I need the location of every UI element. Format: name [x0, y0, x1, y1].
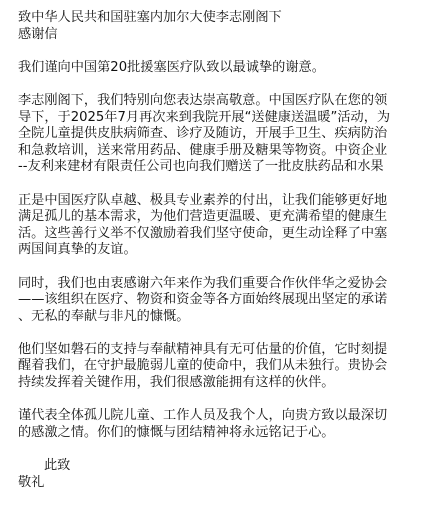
closing-regards: 敬礼	[18, 474, 45, 490]
paragraph-spacer	[18, 441, 422, 458]
paragraph-line: --友利来建材有限责任公司也向我们赠送了一批皮肤药品和水果	[18, 159, 384, 175]
paragraph-partner-association	[18, 276, 422, 326]
paragraph-opening-thanks	[18, 60, 422, 77]
letter-document	[18, 10, 422, 491]
paragraph-line: ——该组织在医疗、物资和资金等各方面始终展现出坚定的承诺	[18, 292, 388, 308]
paragraph-line: 持续发挥着关键作用，我们很感激能拥有这样的伙伴。	[18, 375, 335, 391]
paragraph-spacer	[18, 259, 422, 276]
paragraph-line: 活。这些善行义举不仅激励着我们坚守使命，更生动诠释了中塞	[18, 225, 388, 241]
letter-addressee: 致中华人民共和国驻塞内加尔大使李志刚阁下	[18, 10, 282, 25]
paragraph-spacer	[18, 76, 422, 93]
paragraph-spacer	[18, 176, 422, 193]
paragraph-spacer	[18, 325, 422, 342]
paragraph-line: 李志刚阁下，我们特别向您表达崇高敬意。中国医疗队在您的领	[18, 92, 388, 108]
paragraph-line: 导下，于2025年7月再次来到我院开展“送健康送温暖”活动，为	[18, 109, 391, 125]
paragraph-final-gratitude	[18, 408, 422, 441]
paragraph-line: 全院儿童提供皮肤病筛查、诊疗及随访，开展手卫生、疾病防治	[18, 126, 388, 142]
paragraph-line: 他们坚如磐石的支持与奉献精神具有无可估量的价值，它时刻提	[18, 341, 388, 357]
paragraph-line: 、无私的奉献与非凡的慷慨。	[18, 308, 190, 324]
paragraph-line: 的感激之情。你们的慷慨与团结精神将永远铭记于心。	[18, 424, 335, 440]
paragraph-line: 同时，我们也由衷感谢六年来作为我们重要合作伙伴华之爱协会	[18, 275, 388, 291]
paragraph-line: 满足孤儿的基本需求，为他们营造更温暖、更充满希望的健康生	[18, 209, 388, 225]
paragraph-line: 谨代表全体孤儿院儿童、工作人员及我个人，向贵方致以最深切	[18, 408, 388, 424]
letter-title: 感谢信	[18, 26, 58, 42]
paragraph-line: 醒着我们，在守护最脆弱儿童的使命中，我们从未独行。贵协会	[18, 358, 388, 374]
paragraph-line: 正是中国医疗队卓越、极具专业素养的付出，让我们能够更好地	[18, 192, 388, 208]
paragraph-spacer	[18, 392, 422, 409]
paragraph-medical-team-activity	[18, 93, 422, 176]
paragraph-steadfast-support	[18, 342, 422, 392]
paragraph-line: 和急救培训，送来常用药品、健康手册及糖果等物资。中资企业	[18, 142, 388, 158]
closing-salutation: 此致	[44, 458, 71, 474]
paragraph-line: 两国间真挚的友谊。	[18, 242, 137, 258]
paragraph-line: 我们谨向中国第20批援塞医疗队致以最诚挚的谢意。	[18, 59, 325, 75]
paragraph-professional-dedication	[18, 193, 422, 259]
paragraph-spacer	[18, 43, 422, 60]
